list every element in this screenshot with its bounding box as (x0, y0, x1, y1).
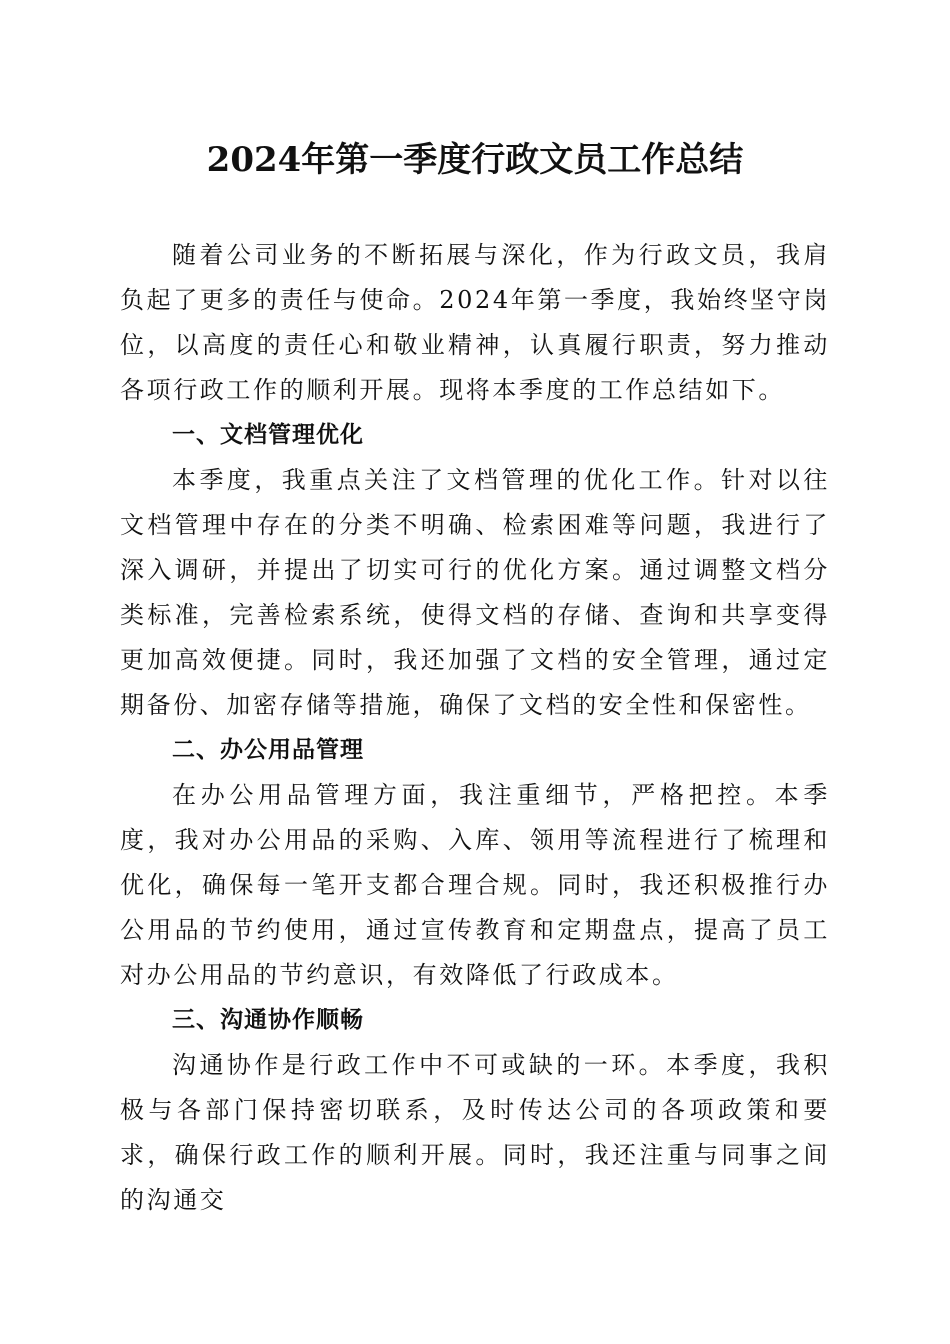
document-title: 2024年第一季度行政文员工作总结 (206, 140, 744, 180)
section-paragraph-communication: 沟通协作是行政工作中不可或缺的一环。本季度，我积极与各部门保持密切联系，及时传达公司的各项政策和要求，确保行政工作的顺利开展。同时，我还注重与同事之间的沟通交 (120, 1051, 830, 1214)
section-heading-office-supplies: 二、办公用品管理 (172, 737, 364, 763)
intro-paragraph: 随着公司业务的不断拓展与深化，作为行政文员，我肩负起了更多的责任与使命。2024年第一季度，我始终坚守岗位，以高度的责任心和敬业精神，认真履行职责，努力推动各项行政工作的顺利开展。现将本季度的工作总结如下。 (120, 241, 830, 404)
section-paragraph-office-supplies: 在办公用品管理方面，我注重细节，严格把控。本季度，我对办公用品的采购、入库、领用等流程进行了梳理和优化，确保每一笔开支都合理合规。同时，我还积极推行办公用品的节约使用，通过宣传教育和定期盘点，提高了员工对办公用品的节约意识，有效降低了行政成本。 (120, 781, 830, 989)
section-paragraph-document-management: 本季度，我重点关注了文档管理的优化工作。针对以往文档管理中存在的分类不明确、检索困难等问题，我进行了深入调研，并提出了切实可行的优化方案。通过调整文档分类标准，完善检索系统，使得文档的存储、查询和共享变得更加高效便捷。同时，我还加强了文档的安全管理，通过定期备份、加密存储等措施，确保了文档的安全性和保密性。 (120, 466, 830, 719)
document-body (120, 233, 830, 1223)
section-heading-communication: 三、沟通协作顺畅 (172, 1007, 364, 1033)
section-heading-document-management: 一、文档管理优化 (172, 422, 364, 448)
